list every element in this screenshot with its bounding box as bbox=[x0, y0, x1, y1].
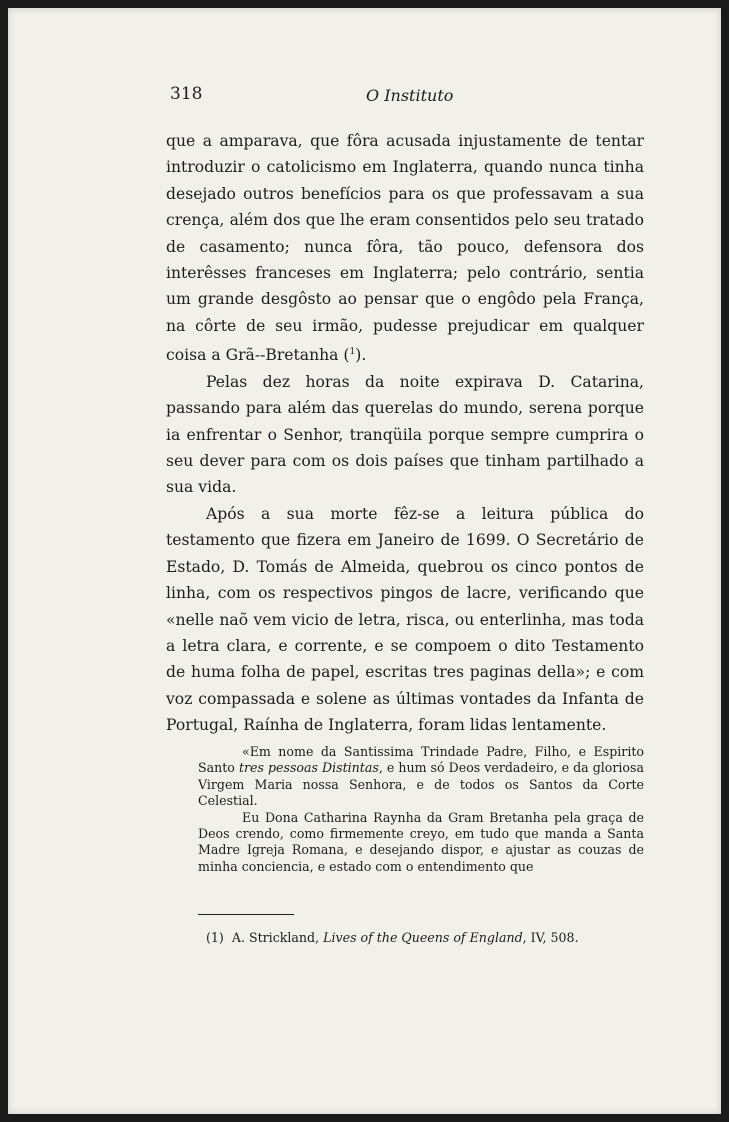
footnote-divider bbox=[198, 914, 294, 915]
paragraph-1-text: que a amparava, que fôra acusada injustamente de tentar introduzir o catolicismo em Inglaterra, quando nunca tinha desejado outros benefícios para os que professavam a sua crença, além dos que lhe eram consentidos pelo seu tratado de casamento; nunca fôra, tão pouco, defensora dos interêsses franceses em Inglaterra; pelo contrário, sentia um grande desgôsto ao pensar que o engôdo pela França, na côrte de seu irmão, pudesse prejudicar em qualquer coisa a Grã--Bretanha ( bbox=[166, 132, 644, 365]
main-text bbox=[166, 128, 644, 739]
quote-paragraph-1 bbox=[198, 744, 644, 810]
footnote bbox=[206, 930, 646, 946]
paragraph-2: Pelas dez horas da noite expirava D. Catarina, passando para além das querelas do mundo, serena porque ia enfrentar o Senhor, tranqüila porque sempre cumprira o seu dever para com os dois países que tinham partilhado a sua vida. bbox=[166, 372, 644, 497]
footnote-reference: 1 bbox=[349, 347, 356, 358]
footnote-author: A. Strickland, bbox=[231, 930, 324, 945]
paragraph-3: Após a sua morte fêz-se a leitura pública do testamento que fizera em Janeiro de 1699. O Secretário de Estado, D. Tomás de Almeida, quebrou os cinco pontos de linha, com os respectivos pingos de lacre, verificando que «nelle naõ vem vicio de letra, risca, ou enterlinha, mas toda a letra clara, e corrente, e se compoem o dito Testamento de huma folha de papel, escritas tres paginas della»; e com voz compassada e solene as últimas vontades da Infanta de Portugal, Raínha de Inglaterra, foram lidas lentamente. bbox=[166, 504, 644, 735]
paragraph-1-end: ). bbox=[355, 346, 367, 365]
quote-paragraph-2: Eu Dona Catharina Raynha da Gram Bretanha pela graça de Deos crendo, como firmemente creyo, em tudo que manda a Santa Madre Igreja Romana, e desejando dispor, e ajustar as couzas de minha conciencia, e estado com o entendimento que bbox=[198, 809, 644, 874]
quote-1-end: , e hum só Deos verdadeiro, e da gloriosa Virgem Maria nossa Senhora, e de todos os Santos da Corte Celestial. bbox=[198, 760, 644, 809]
footnote-reference-detail: , IV, 508. bbox=[522, 930, 579, 945]
book-page bbox=[8, 8, 721, 1114]
quote-1-start: «Em nome da Santissima Trindade Padre, Filho, e Espirito Santo bbox=[198, 744, 644, 776]
page-number: 318 bbox=[170, 84, 203, 104]
footnote-mark: (1) bbox=[206, 930, 224, 945]
footnote-work-title: Lives of the Queens of England bbox=[323, 930, 523, 945]
quote-1-italic: tres pessoas Distintas bbox=[238, 760, 379, 776]
paragraph-1 bbox=[166, 128, 644, 369]
testament-quotation bbox=[198, 744, 644, 875]
running-title: O Instituto bbox=[366, 86, 454, 105]
